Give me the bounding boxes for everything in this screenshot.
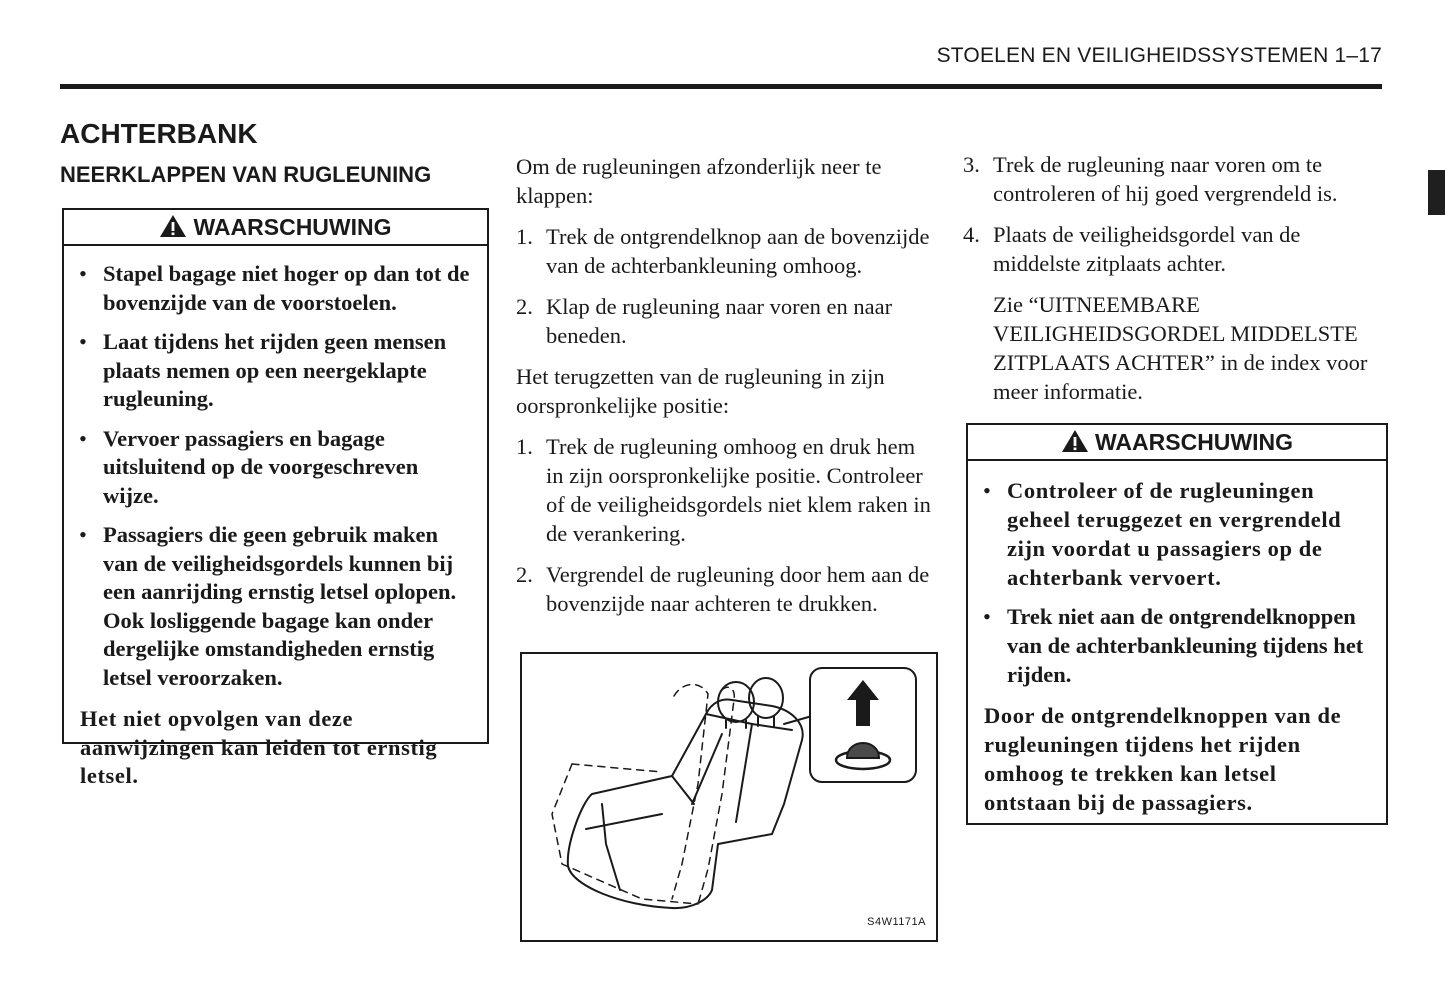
step-number: 1. <box>516 224 533 249</box>
warning-heading-text: WAARSCHUWING <box>1094 429 1294 455</box>
step-text: Vergrendel de rugleuning door hem aan de bovenzijde naar achteren te drukken. <box>546 562 930 616</box>
step-number: 1. <box>516 434 533 459</box>
step-text: Trek de rugleuning naar voren om te controleren of hij goed vergrendeld is. <box>993 152 1338 206</box>
header-rule <box>60 84 1382 89</box>
warning-triangle-icon <box>159 214 187 238</box>
step-number: 2. <box>516 562 533 587</box>
warning-item: • Trek niet aan de ontgrendelknoppen van de achterbankleuning tijdens het rijden. <box>1007 602 1370 689</box>
continued-steps <box>963 150 1383 278</box>
warning-consequence: Het niet opvolgen van deze aanwijzingen kan leiden tot ernstig letsel. <box>80 706 438 788</box>
warning-box-left <box>62 208 489 788</box>
fold-intro: Om de rugleuningen afzonderlijk neer te klappen: <box>516 154 882 208</box>
fold-steps <box>516 222 936 350</box>
step-item <box>516 560 936 618</box>
step-item <box>516 432 936 548</box>
warning-list <box>968 461 1386 689</box>
step-text: Klap de rugleuning naar voren en naar beneden. <box>546 294 893 348</box>
middle-column <box>516 152 936 630</box>
right-column <box>963 150 1383 414</box>
warning-consequence: Door de ontgrendelknoppen van de rugleuningen tijdens het rijden omhoog te trekken kan letsel ontstaan bij de passagiers. <box>984 703 1342 815</box>
warning-heading <box>968 425 1386 461</box>
warning-item: • Passagiers die geen gebruik maken van de veiligheidsgordels kunnen bij een aanrijding ernstig letsel oplopen. Ook losliggende bagage kan onder dergelijke omstandigheden ernstig letsel veroorzaken. <box>103 521 473 692</box>
running-header: STOELEN EN VEILIGHEIDSSYSTEMEN 1–17 <box>936 44 1382 67</box>
rear-seat-fold-drawing <box>522 654 936 940</box>
warning-list <box>64 246 487 692</box>
warning-box-right <box>966 423 1388 825</box>
step-text: Plaats de veiligheidsgordel van de middelste zitplaats achter. <box>993 222 1301 276</box>
seat-illustration <box>520 652 938 942</box>
chapter-tab-marker <box>1428 170 1445 215</box>
warning-item: • Controleer of de rugleuningen geheel teruggezet en vergrendeld zijn voordat u passagiers op de achterbank vervoert. <box>1007 476 1370 592</box>
reset-steps <box>516 432 936 618</box>
step-text: Trek de ontgrendelknop aan de bovenzijde van de achterbankleuning omhoog. <box>546 224 930 278</box>
warning-item: • Vervoer passagiers en bagage uitsluitend op de voorgeschreven wijze. <box>103 425 473 511</box>
section-subtitle: NEERKLAPPEN VAN RUGLEUNING <box>60 162 432 187</box>
warning-item: • Laat tijdens het rijden geen mensen plaats nemen op een neergeklapte rugleuning. <box>103 328 473 414</box>
step-item <box>516 292 936 350</box>
step-number: 3. <box>963 152 980 177</box>
reset-intro: Het terugzetten van de rugleuning in zijn oorspronkelijke positie: <box>516 364 885 418</box>
warning-triangle-icon <box>1061 429 1089 453</box>
warning-item: • Stapel bagage niet hoger op dan tot de bovenzijde van de voorstoelen. <box>103 260 473 317</box>
section-title: ACHTERBANK <box>60 118 258 149</box>
warning-heading-text: WAARSCHUWING <box>193 214 392 240</box>
step-item <box>963 150 1383 208</box>
warning-heading <box>64 210 487 246</box>
step-item <box>963 220 1383 278</box>
step-number: 2. <box>516 294 533 319</box>
step-text: Trek de rugleuning omhoog en druk hem in zijn oorspronkelijke positie. Controleer of de veiligheidsgordels niet klem raken in de verankering. <box>546 434 931 546</box>
figure-code: S4W1171A <box>867 916 926 928</box>
step-number: 4. <box>963 222 980 247</box>
reference-note: Zie “UITNEEMBARE VEILIGHEIDSGORDEL MIDDELSTE ZITPLAATS ACHTER” in de index voor meer informatie. <box>993 292 1368 404</box>
step-item <box>516 222 936 280</box>
